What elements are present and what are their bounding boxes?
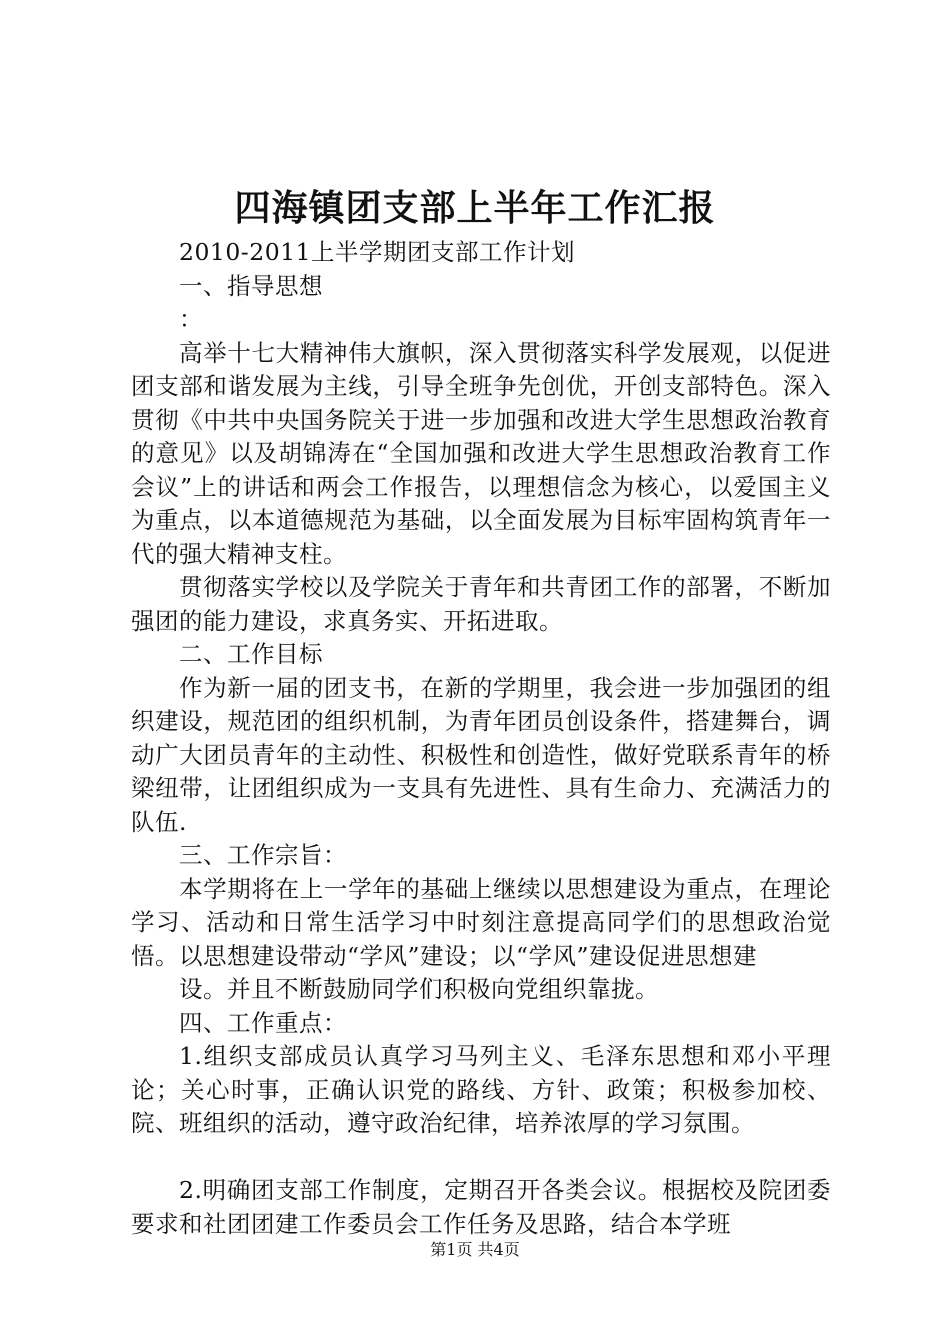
paragraph-heading-guiding-thought: 一、指导思想	[179, 271, 323, 300]
paragraph-heading-goals: 二、工作目标	[179, 640, 323, 668]
paragraph-purpose-body: 本学期将在上一学年的基础上继续以思想建设为重点，在理论学习、活动和日常生活学习中时刻注意提高同学们的思想政治觉悟。以思想建设带动“学风”建设；以“学风”建设促进思想建	[131, 874, 831, 970]
paragraph-implementation: 贯彻落实学校以及学院关于青年和共青团工作的部署，不断加强团的能力建设，求真务实、开拓进取。	[131, 573, 831, 635]
document-body	[131, 236, 831, 1241]
paragraph-colon: ：	[179, 305, 203, 333]
paragraph-goals-body: 作为新一届的团支书，在新的学期里，我会进一步加强团的组织建设，规范团的组织机制，为青年团员创设条件，搭建舞台，调动广大团员青年的主动性、积极性和创造性，做好党联系青年的桥梁纽带，让团组织成为一支具有先进性、具有生命力、充满活力的队伍.	[131, 673, 831, 836]
page-footer: 第1页 共4页	[430, 1240, 520, 1259]
paragraph-plan-title: 2010-2011上半学期团支部工作计划	[179, 238, 576, 266]
paragraph-purpose-continued: 设。并且不断鼓励同学们积极向党组织靠拢。	[179, 975, 659, 1003]
paragraph-guiding-thought-body: 高举十七大精神伟大旗帜，深入贯彻落实科学发展观，以促进团支部和谐发展为主线，引导全班争先创优，开创支部特色。深入贯彻《中共中央国务院关于进一步加强和改进大学生思想政治教育的意见》以及胡锦涛在“全国加强和改进大学生思想政治教育工作会议”上的讲话和两会工作报告，以理想信念为核心，以爱国主义为重点，以本道德规范为基础，以全面发展为目标牢固构筑青年一代的强大精神支柱。	[131, 338, 831, 568]
paragraph-focus-item-1: 1.组织支部成员认真学习马列主义、毛泽东思想和邓小平理论；关心时事，正确认识党的路线、方针、政策；积极参加校、院、班组织的活动，遵守政治纪律，培养浓厚的学习氛围。	[131, 1042, 831, 1137]
paragraph-heading-focus: 四、工作重点：	[179, 1008, 347, 1037]
paragraph-heading-purpose: 三、工作宗旨：	[179, 841, 347, 869]
paragraph-focus-item-2: 2.明确团支部工作制度，定期召开各类会议。根据校及院团委要求和社团团建工作委员会工作任务及思路，结合本学班	[131, 1176, 831, 1238]
document-title: 四海镇团支部上半年工作汇报	[234, 187, 716, 229]
